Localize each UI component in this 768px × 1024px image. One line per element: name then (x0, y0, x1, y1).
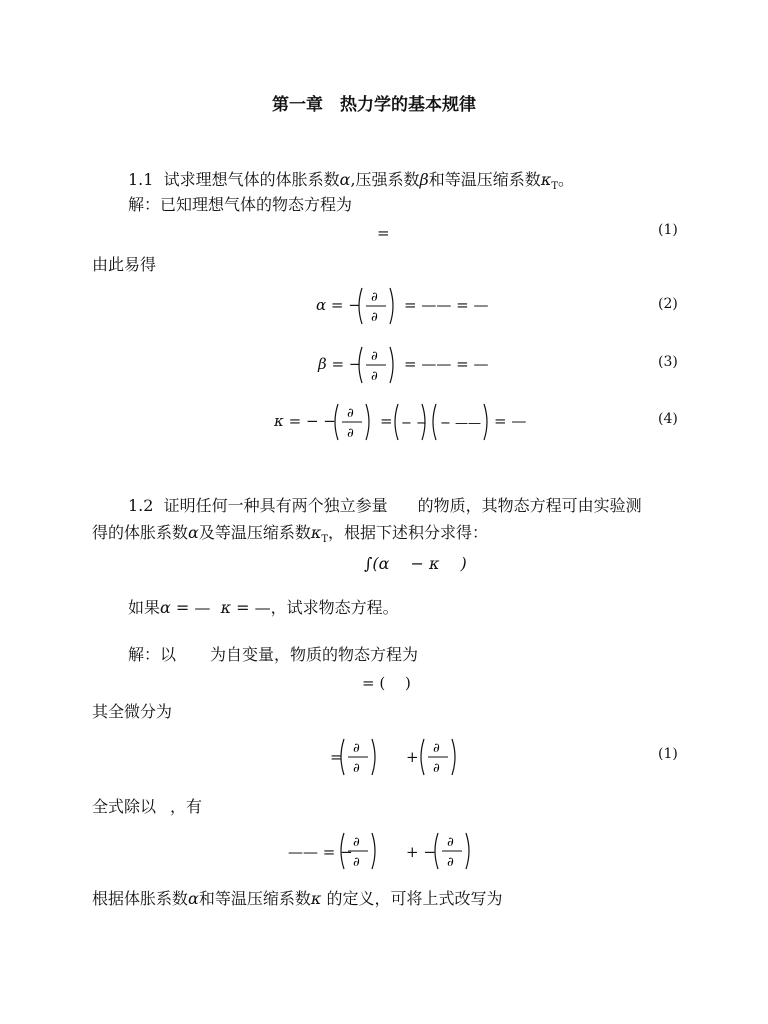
partial-denominator: ∂ (347, 426, 354, 441)
partial-derivative-4 (330, 400, 374, 444)
equation-3-rhs: = —— = — (404, 355, 489, 373)
partial-denominator: ∂ (447, 855, 454, 870)
equation-a-plus: + (406, 748, 419, 766)
equation-number-1: (1) (658, 222, 678, 238)
partial-derivative-a2 (416, 735, 460, 779)
equation-4-tail: = — (494, 412, 527, 430)
equation-4-equals: = (380, 412, 393, 430)
partial-denominator: ∂ (433, 761, 440, 776)
equation-number-2: (2) (658, 296, 678, 312)
partial-numerator: ∂ (447, 835, 454, 850)
equation-3-lhs: β = − (318, 355, 362, 373)
divide-text: 全式除以 ，有 (92, 797, 203, 816)
partial-derivative-b1 (336, 829, 380, 873)
partial-numerator: ∂ (433, 741, 440, 756)
partial-derivative-a1 (336, 735, 380, 779)
equation-number-3: (3) (658, 354, 678, 370)
partial-denominator: ∂ (353, 855, 360, 870)
partial-derivative-3 (354, 343, 398, 387)
bracket-group-1 (390, 400, 430, 444)
equation-4-lhs: κ = − − (274, 412, 336, 430)
state-equation: = ( ) (362, 674, 411, 692)
follows-text: 由此易得 (92, 255, 157, 274)
partial-numerator: ∂ (371, 349, 378, 364)
equation-number-4: (4) (658, 411, 678, 427)
total-differential-text: 其全微分为 (92, 702, 173, 721)
equation-number-a: (1) (658, 746, 678, 762)
condition-text: 如果α = — κ = —，试求物态方程。 (128, 598, 399, 617)
partial-numerator: ∂ (371, 290, 378, 305)
partial-derivative-2 (354, 284, 398, 328)
bracket-text-1: − − (401, 416, 427, 431)
partial-denominator: ∂ (353, 761, 360, 776)
equation-b-plus: + − (406, 843, 436, 861)
partial-denominator: ∂ (371, 369, 378, 384)
problem-label: 1.1 (128, 170, 154, 189)
problem-1-2-line2: 得的体胀系数α及等温压缩系数$\kappa_T$，根据下述积分求得： (92, 523, 489, 545)
bracket-group-2 (428, 400, 492, 444)
partial-numerator: ∂ (353, 741, 360, 756)
equation-a-equals: = (330, 748, 343, 766)
equation-b-lhs: —— = − (288, 843, 353, 861)
bracket-text-2: − —— (440, 416, 482, 431)
equation-2-lhs: α = − (316, 296, 361, 314)
equation-1-1: = (377, 224, 390, 242)
equation-2-rhs: = —— = — (404, 296, 489, 314)
problem-1-1-question: 1.1 试求理想气体的体胀系数α,压强系数β和等温压缩系数$\kappa_T$。 (128, 170, 574, 192)
problem-label: 1.2 (128, 496, 154, 515)
solution-intro: 解：已知理想气体的物态方程为 (128, 195, 353, 214)
problem-1-2-line1: 1.2 证明任何一种具有两个独立参量 的物质，其物态方程可由实验测 (128, 496, 642, 515)
partial-derivative-b2 (430, 829, 474, 873)
chapter-title: 第一章 热力学的基本规律 (272, 95, 476, 115)
partial-numerator: ∂ (353, 835, 360, 850)
solution-1-2-intro: 解：以 为自变量，物质的物态方程为 (128, 645, 419, 664)
integral-expression: ∫(α − κ ) (364, 554, 467, 573)
partial-denominator: ∂ (371, 310, 378, 325)
definition-rewrite-text: 根据体胀系数α和等温压缩系数κ 的定义，可将上式改写为 (92, 889, 503, 908)
partial-numerator: ∂ (347, 406, 354, 421)
